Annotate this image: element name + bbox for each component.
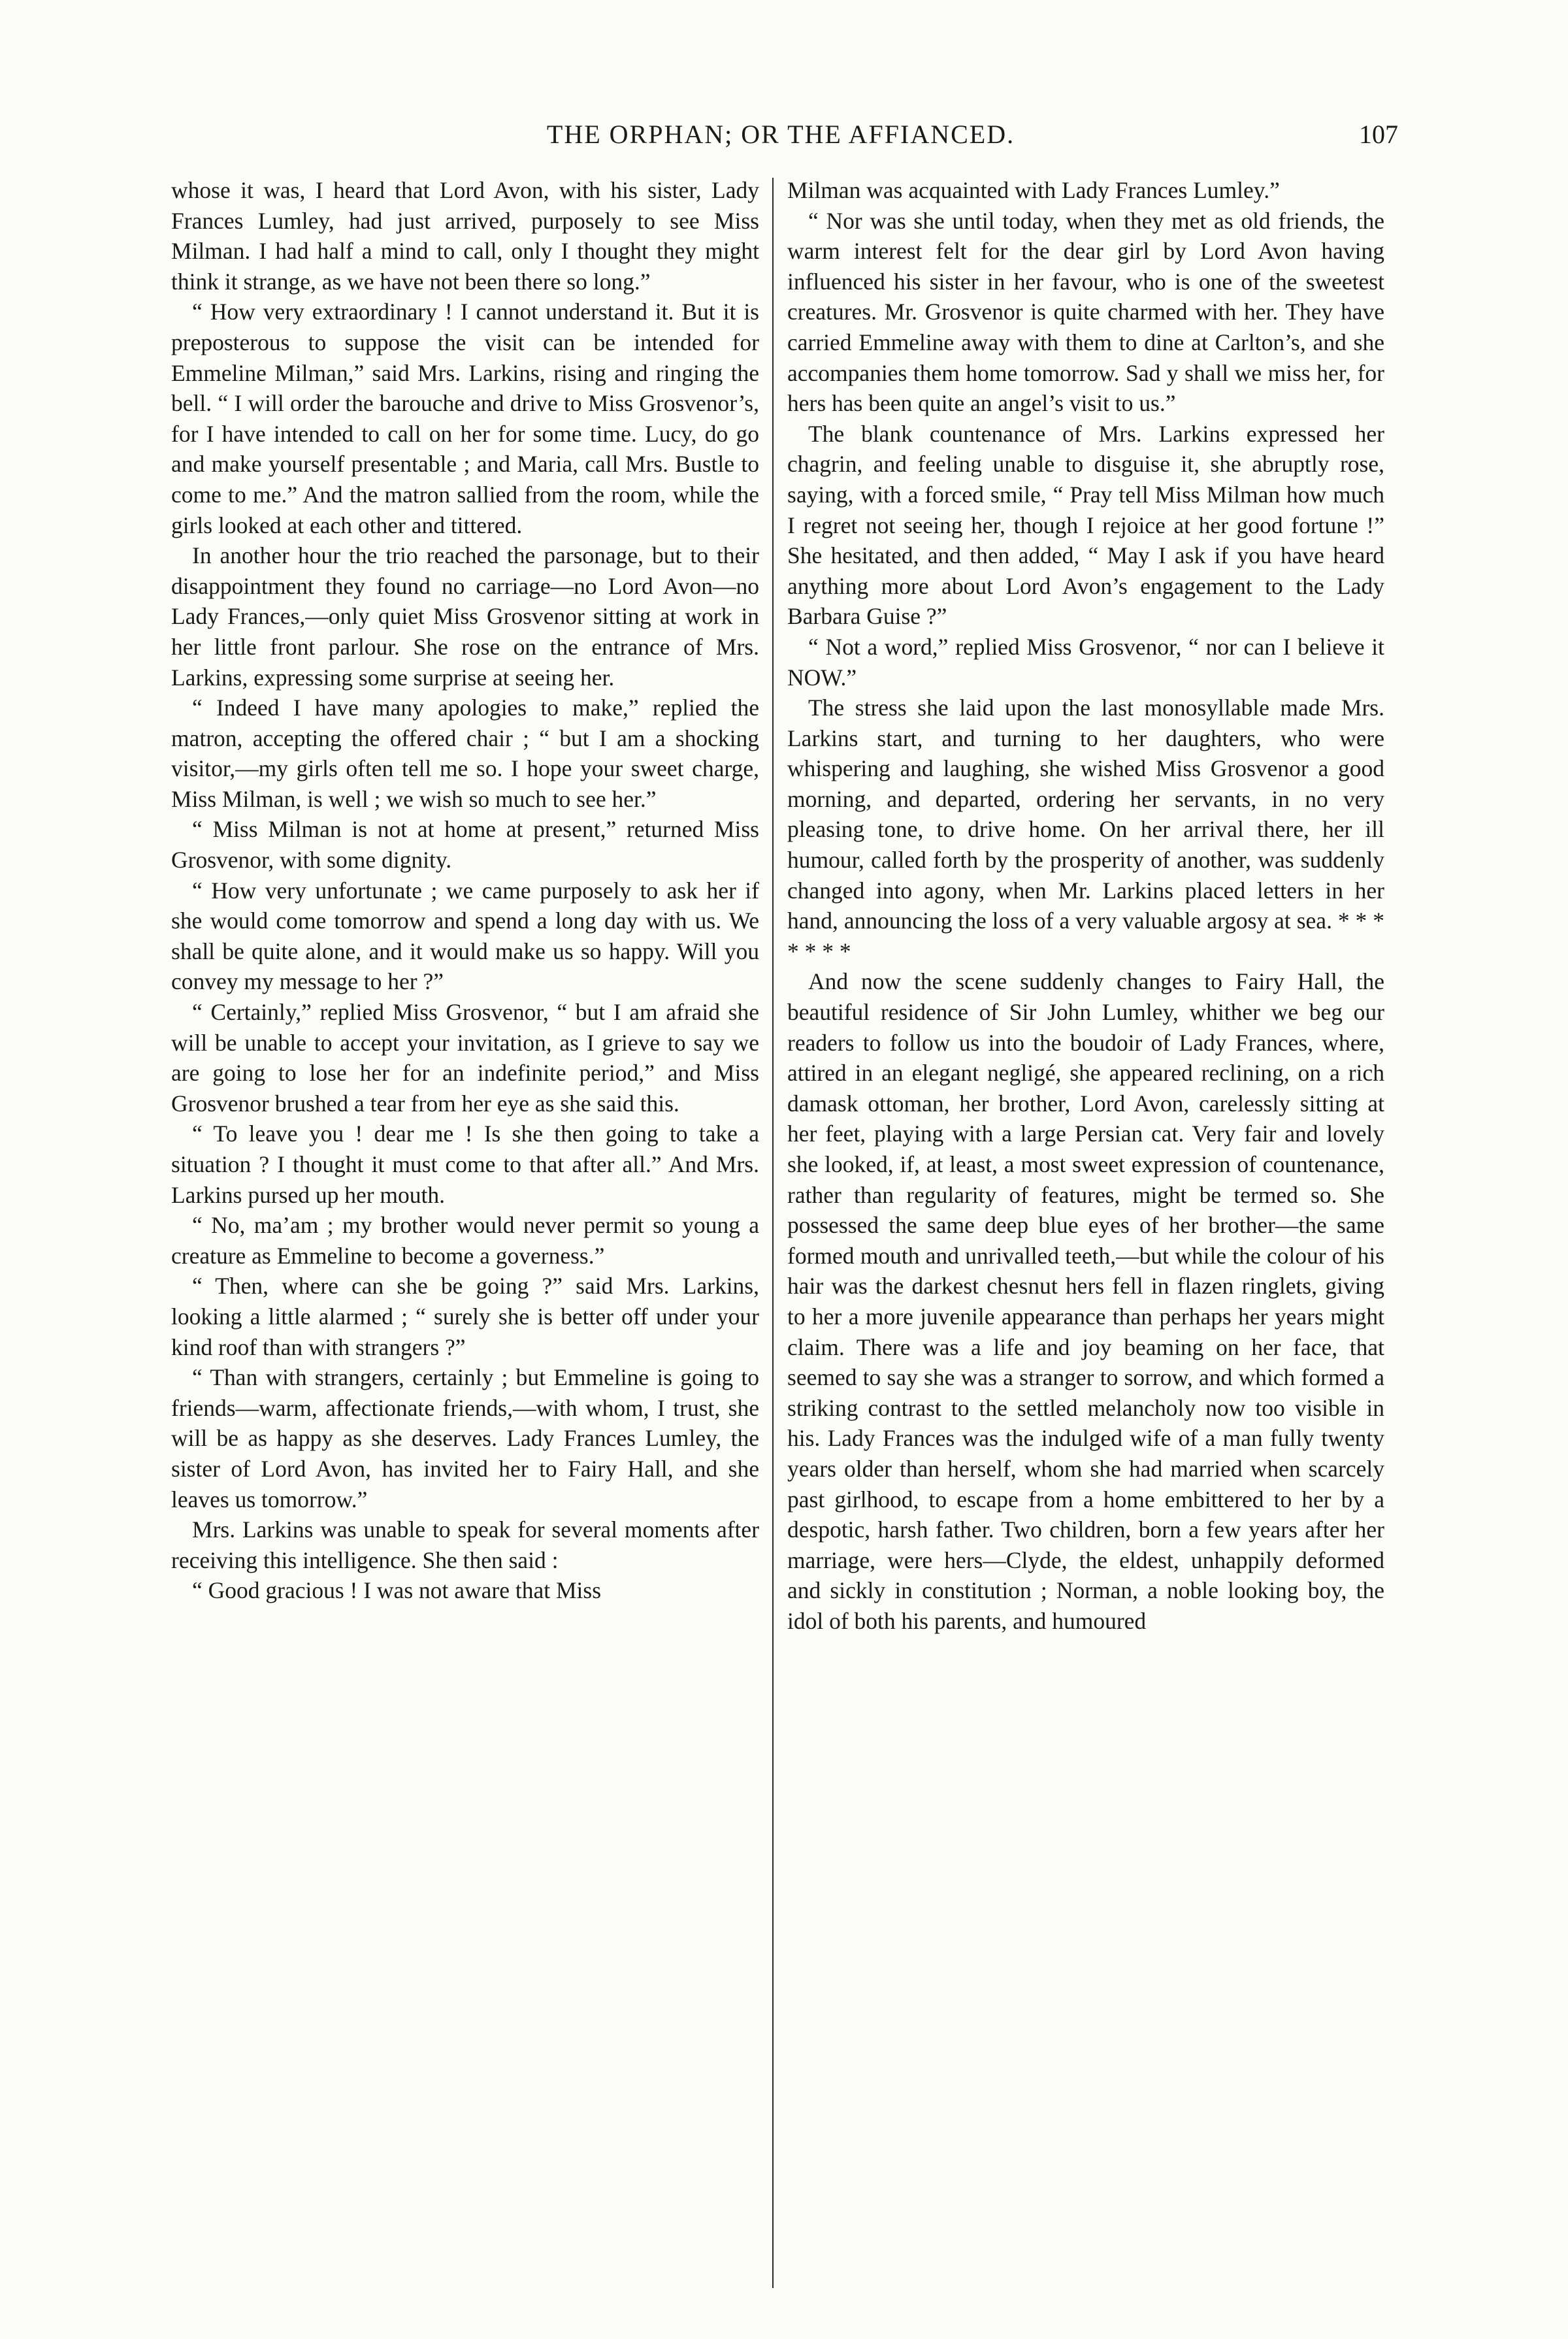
paragraph: “ Than with strangers, certainly ; but Emmeline is going to friends—warm, affectionate friends,—with whom, I trust, she will be as happy as she deserves. Lady Frances Lumley, the sister of Lord Avon, has invited her to Fairy Hall, and she leaves us tomorrow.” [171, 1364, 759, 1513]
paragraph: “ No, ma’am ; my brother would never permit so young a creature as Emmeline to become a governess.” [171, 1212, 759, 1269]
paragraph: whose it was, I heard that Lord Avon, with his sister, Lady Frances Lumley, had just arrived, purposely to see Miss Milman. I had half a mind to call, only I thought they might think it strange, as we have not been there so long.” [171, 177, 759, 295]
paragraph: “ Certainly,” replied Miss Grosvenor, “ but I am afraid she will be unable to accept your invitation, as I grieve to say we are going to lose her for an indefinite period,” and Miss Grosvenor brushed a tear from her eye as she said this. [171, 999, 759, 1117]
paragraph: “ How very extraordinary ! I cannot understand it. But it is preposterous to suppose the visit can be intended for Emmeline Milman,” said Mrs. Larkins, rising and ringing the bell. “ I will order the barouche and drive to Miss Grosvenor’s, for I have intended to call on her for some time. Lucy, do go and make yourself presentable ; and Maria, call Mrs. Bustle to come to me.” And the matron sallied from the room, while the girls looked at each other and tittered. [171, 299, 759, 538]
paragraph: In another hour the trio reached the parsonage, but to their disappointment they found no carriage—no Lord Avon—no Lady Frances,—only quiet Miss Grosvenor sitting at work in her little front parlour. She rose on the entrance of Mrs. Larkins, expressing some surprise at seeing her. [171, 542, 759, 691]
page-number: 107 [1359, 120, 1398, 149]
paragraph: Mrs. Larkins was unable to speak for several moments after receiving this intelligence. She then said : [171, 1516, 759, 1573]
paragraph: “ Then, where can she be going ?” said Mrs. Larkins, looking a little alarmed ; “ surely she is better off under your kind roof than with strangers ?” [171, 1273, 759, 1360]
paragraph: “ To leave you ! dear me ! Is she then going to take a situation ? I thought it must come to that after all.” And Mrs. Larkins pursed up her mouth. [171, 1120, 759, 1208]
paragraph: “ Not a word,” replied Miss Grosvenor, “ nor can I believe it NOW.” [787, 633, 1384, 691]
paragraph: “ Miss Milman is not at home at present,” returned Miss Grosvenor, with some dignity. [171, 816, 759, 874]
right-column [787, 175, 1384, 2298]
paragraph: Milman was acquainted with Lady Frances Lumley.” [787, 177, 1280, 203]
left-column [171, 175, 759, 2298]
paragraph: “ Indeed I have many apologies to make,” replied the matron, accepting the offered chair ; “ but I am a shocking visitor,—my girls often tell me so. I hope your sweet charge, Miss Milman, is well ; we wish so much to see her.” [171, 695, 759, 812]
paragraph: The blank countenance of Mrs. Larkins expressed her chagrin, and feeling unable to disguise it, she abruptly rose, saying, with a forced smile, “ Pray tell Miss Milman how much I regret not seeing her, though I rejoice at her good fortune !” She hesitated, and then added, “ May I ask if you have heard anything more about Lord Avon’s engagement to the Lady Barbara Guise ?” [787, 420, 1384, 630]
running-title: THE ORPHAN; OR THE AFFIANCED. [546, 120, 1015, 149]
paragraph: And now the scene suddenly changes to Fairy Hall, the beautiful residence of Sir John Lumley, whither we beg our readers to follow us into the boudoir of Lady Frances, where, attired in an elegant negligé, she appeared reclining, on a rich damask ottoman, her brother, Lord Avon, carelessly sitting at her feet, playing with a large Persian cat. Very fair and lovely she looked, if, at least, a most sweet expression of countenance, rather than regularity of features, might be termed so. She possessed the same deep blue eyes of her brother—the same formed mouth and unrivalled teeth,—but while the colour of his hair was the darkest chesnut hers fell in flazen ringlets, giving to her a more juvenile appearance than perhaps her years might claim. There was a life and joy beaming on her face, that seemed to say she was a stranger to sorrow, and which formed a striking contrast to the settled melancholy now too visible in his. Lady Frances was the indulged wife of a man fully twenty years older than herself, whom she had married when scarcely past girlhood, to escape from a home embittered to her by a despotic, harsh father. Two children, born a few years after her marriage, were hers—Clyde, the eldest, unhappily deformed and sickly in constitution ; Norman, a noble looking boy, the idol of both his parents, and humoured [787, 968, 1384, 1634]
paragraph: “ Good gracious ! I was not aware that Miss [192, 1577, 602, 1604]
running-head [170, 115, 1398, 154]
paragraph: “ Nor was she until today, when they met as old friends, the warm interest felt for the dear girl by Lord Avon having influenced his sister in her favour, who is one of the sweetest creatures. Mr. Grosvenor is quite charmed with her. They have carried Emmeline away with them to dine at Carlton’s, and she accompanies them home tomorrow. Sad y shall we miss her, for hers has been quite an angel’s visit to us.” [787, 207, 1384, 417]
paragraph: The stress she laid upon the last monosyllable made Mrs. Larkins start, and turning to her daughters, who were whispering and laughing, she wished Miss Grosvenor a good morning, and departed, ordering her servants, in no very pleasing tone, to drive home. On her arrival there, her ill humour, called forth by the prosperity of another, was suddenly changed into agony, when Mr. Larkins placed letters in her hand, announcing the loss of a very valuable argosy at sea. * * * * * * * [787, 695, 1384, 964]
paragraph: “ How very unfortunate ; we came purposely to ask her if she would come tomorrow and spend a long day with us. We shall be quite alone, and it would make us so happy. Will you convey my message to her ?” [171, 877, 759, 995]
column-divider [772, 178, 774, 2288]
